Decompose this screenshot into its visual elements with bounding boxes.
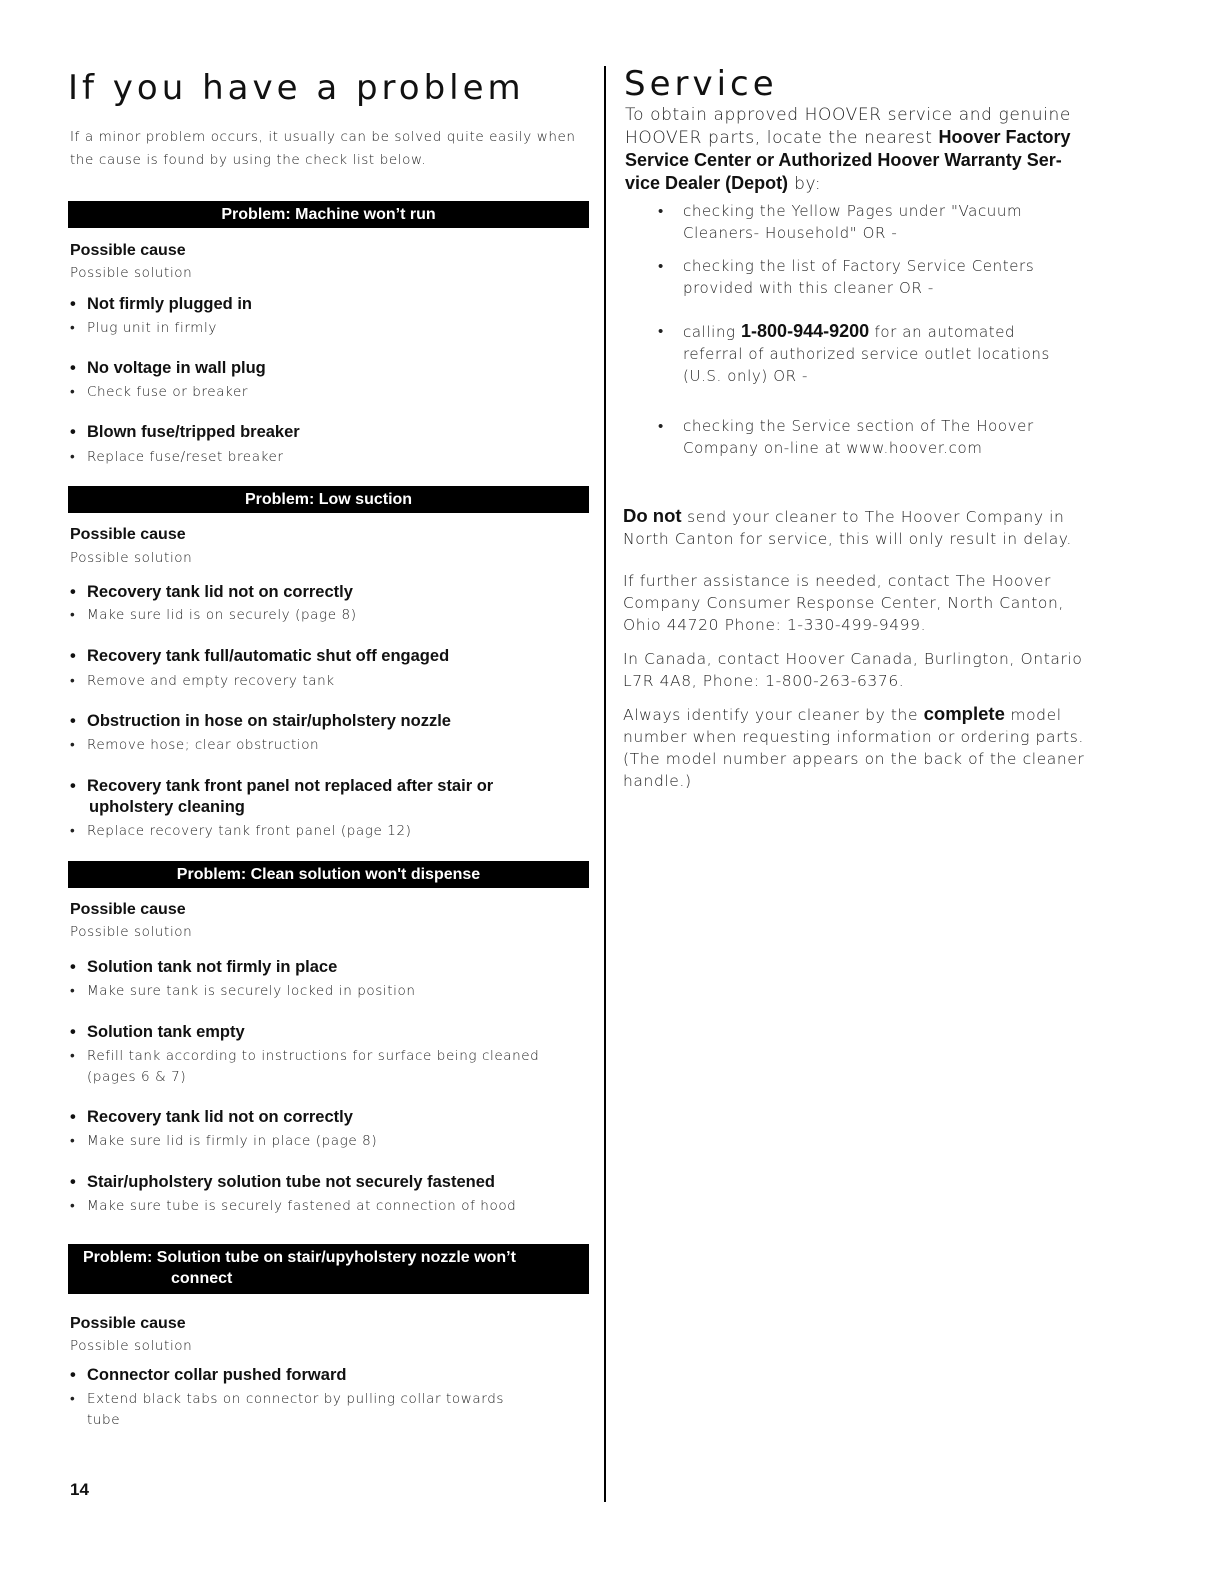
cause-item: • Not firmly plugged in xyxy=(70,295,252,313)
service-bullet: • checking the list of Factory Service Centers provided with this cleaner OR - xyxy=(658,257,1035,297)
column-divider xyxy=(604,66,606,1502)
cause-item: • Recovery tank full/automatic shut off engaged xyxy=(70,647,450,665)
cause-item: • Recovery tank lid not on correctly xyxy=(70,1108,353,1126)
page-title: If you have a problem xyxy=(68,68,525,108)
solution-item: • Make sure lid is firmly in place (page 8) xyxy=(70,1133,378,1149)
solution-item: • Make sure tank is securely locked in position xyxy=(70,983,416,999)
solution-item: • Refill tank according to instructions for surface being cleaned xyxy=(70,1048,540,1064)
possible-cause-label: Possible cause xyxy=(70,901,186,918)
problem-heading-machine-wont-run: Problem: Machine won’t run xyxy=(68,201,589,228)
possible-solution-label: Possible solution xyxy=(70,924,193,940)
cause-item-continued: upholstery cleaning xyxy=(89,798,245,816)
service-bullet-phone: • calling 1-800-944-9200 for an automated referral of authorized service outlet locations (U.S. only) OR - xyxy=(658,321,1050,385)
service-bullet: • checking the Service section of The Hoover Company on-line at www.hoover.com xyxy=(658,417,1034,457)
possible-solution-label: Possible solution xyxy=(70,265,193,281)
cause-item: • Recovery tank front panel not replaced after stair or xyxy=(70,777,494,795)
solution-item: • Plug unit in firmly xyxy=(70,320,217,336)
problem-heading-line: connect xyxy=(171,1270,233,1287)
do-not-notice: Do not send your cleaner to The Hoover Company in North Canton for service, this will only result in delay. xyxy=(623,505,1072,548)
solution-item: • Remove and empty recovery tank xyxy=(70,673,335,689)
solution-item: • Extend black tabs on connector by pulling collar towards xyxy=(70,1391,504,1407)
problem-heading-low-suction: Problem: Low suction xyxy=(68,486,589,513)
solution-item: • Remove hose; clear obstruction xyxy=(70,737,320,753)
cause-item: • Recovery tank lid not on correctly xyxy=(70,583,353,601)
possible-cause-label: Possible cause xyxy=(70,526,186,543)
solution-item: • Make sure tube is securely fastened at connection of hood xyxy=(70,1198,517,1214)
solution-item: • Make sure lid is on securely (page 8) xyxy=(70,607,357,623)
possible-cause-label: Possible cause xyxy=(70,1315,186,1332)
problem-heading-line: Problem: Solution tube on stair/upyholstery nozzle won’t xyxy=(83,1249,516,1266)
cause-item: • Stair/upholstery solution tube not securely fastened xyxy=(70,1173,495,1191)
cause-item: • Solution tank empty xyxy=(70,1023,245,1041)
model-number-notice: Always identify your cleaner by the complete model number when requesting information or ordering parts. (The model number appears on the back of the cleaner handle.) xyxy=(623,703,1085,790)
solution-item: • Replace recovery tank front panel (page 12) xyxy=(70,823,412,839)
service-intro: To obtain approved HOOVER service and genuine HOOVER parts, locate the nearest Hoover Factory Service Center or Authorized Hoover Warranty Ser- vice Dealer (Depot) by: xyxy=(625,105,1071,194)
solution-item-continued: tube xyxy=(87,1412,121,1428)
service-bullet: • checking the Yellow Pages under "Vacuum Cleaners- Household" OR - xyxy=(658,202,1023,242)
cause-item: • Solution tank not firmly in place xyxy=(70,958,338,976)
canada-contact: In Canada, contact Hoover Canada, Burlington, Ontario L7R 4A8, Phone: 1-800-263-6376. xyxy=(623,650,1083,690)
service-title: Service xyxy=(624,64,778,104)
solution-item-continued: (pages 6 & 7) xyxy=(87,1069,187,1085)
possible-cause-label: Possible cause xyxy=(70,242,186,259)
possible-solution-label: Possible solution xyxy=(70,1338,193,1354)
cause-item: • Blown fuse/tripped breaker xyxy=(70,423,300,441)
solution-item: • Check fuse or breaker xyxy=(70,384,249,400)
cause-item: • No voltage in wall plug xyxy=(70,359,266,377)
problem-heading-clean-solution: Problem: Clean solution won't dispense xyxy=(68,861,589,888)
cause-item: • Connector collar pushed forward xyxy=(70,1366,347,1384)
intro-text: If a minor problem occurs, it usually can be solved quite easily when the cause is found by using the check list below. xyxy=(70,129,576,168)
cause-item: • Obstruction in hose on stair/upholstery nozzle xyxy=(70,712,451,730)
further-assistance: If further assistance is needed, contact The Hoover Company Consumer Response Center, North Canton, Ohio 44720 Phone: 1-330-499-9499. xyxy=(623,572,1064,634)
solution-item: • Replace fuse/reset breaker xyxy=(70,449,284,465)
possible-solution-label: Possible solution xyxy=(70,550,193,566)
problem-heading-solution-tube xyxy=(68,1244,589,1294)
page-number: 14 xyxy=(70,1480,89,1499)
